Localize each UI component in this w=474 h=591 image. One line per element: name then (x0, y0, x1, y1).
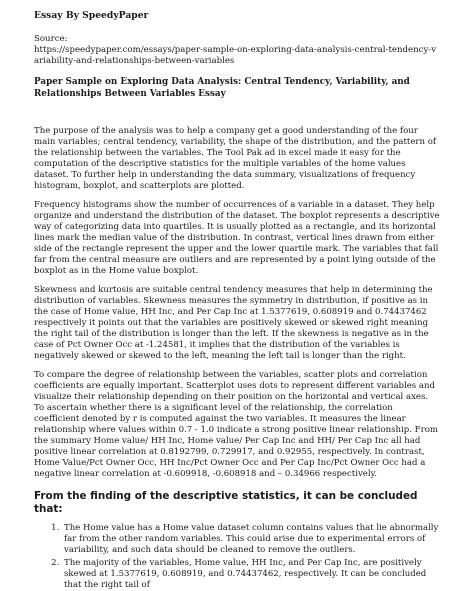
source-label: Source: (34, 34, 68, 44)
paragraph-purpose: The purpose of the analysis was to help a company get a good understanding of the four main variables; central tendency, variability, the shape of the distribution, and the pattern of the relationship between the variables. The Tool Pak ad in excel made it easy for the computation of the descriptive statistics for the multiple variables of the home values dataset. To further help in understanding the data summary, visualizations of frequency histogram, boxplot, and scatterplots are plotted. (34, 126, 437, 191)
findings-list (34, 523, 440, 591)
list-item: 2. The majority of the variables, Home value, HH Inc, and Per Cap Inc, are positively skewed at 1.5377619, 0.608919, and 0.74437462, respectively. It can be concluded that the right tail of (62, 558, 440, 591)
source-link[interactable]: https://speedypaper.com/essays/paper-sample-on-exploring-data-analysis-central-tendency-variability-and-relationships-between-variables (34, 45, 437, 66)
paragraph-correlation: To compare the degree of relationship between the variables, scatter plots and correlation coefficients are equally important. Scatterplot uses dots to represent different variables and visualize their relationship depending on their position on the horizontal and vertical axes. To ascertain whether there is a significant level of the relationship, the correlation coefficient denoted by r is computed against the two variables. It measures the linear relationship where values within 0.7 - 1.0 indicate a strong positive linear relationship. From the summary Home value/ HH Inc, Home value/ Per Cap Inc and HH/ Per Cap Inc all had positive linear correlation at 0.8192799, 0.729917, and 0.92955, respectively. In contrast, Home Value/Pct Owner Occ, HH Inc/Pct Owner Occ and Per Cap Inc/Pct Owner Occ had a negative linear correlation at -0.609918, -0.608918 and – 0.34966 respectively. (34, 370, 438, 479)
conclusion-heading: From the finding of the descriptive statistics, it can be concluded that: (34, 490, 418, 515)
brand-title: Essay By SpeedyPaper (34, 10, 149, 21)
essay-title: Paper Sample on Exploring Data Analysis: Central Tendency, Variability, and Relationships Between Variables Essay (34, 77, 410, 99)
paragraph-histograms: Frequency histograms show the number of occurrences of a variable in a dataset. They help organize and understand the distribution of the dataset. The boxplot represents a descriptive way of categorizing data into quartiles. It is usually plotted as a rectangle, and its horizontal lines mark the median value of the distribution. In contrast, vertical lines drawn from either side of the rectangle represent the upper and the lower quartile mark. The variables that fall far from the central measure are outliers and are represented by a point lying outside of the boxplot as in the Home value boxplot. (34, 200, 440, 276)
paragraph-skewness: Skewness and kurtosis are suitable central tendency measures that help in determining the distribution of variables. Skewness measures the symmetry in distribution, if positive as in the case of Home value, HH Inc, and Per Cap Inc at 1.5377619, 0.608919 and 0.74437462 respectively it points out that the variables are positively skewed or skewed right meaning the right tail of the distribution is longer than the left. If the skewness is negative as in the case of Pct Owner Occ at -1.24581, it implies that the distribution of the variables is negatively skewed or skewed to the left, meaning the left tail is longer than the right. (34, 285, 433, 361)
list-item: 1. The Home value has a Home value dataset column contains values that lie abnormally far from the other random variables. This could arise due to experimental errors of variability, and such data should be cleaned to remove the outliers. (62, 523, 440, 556)
